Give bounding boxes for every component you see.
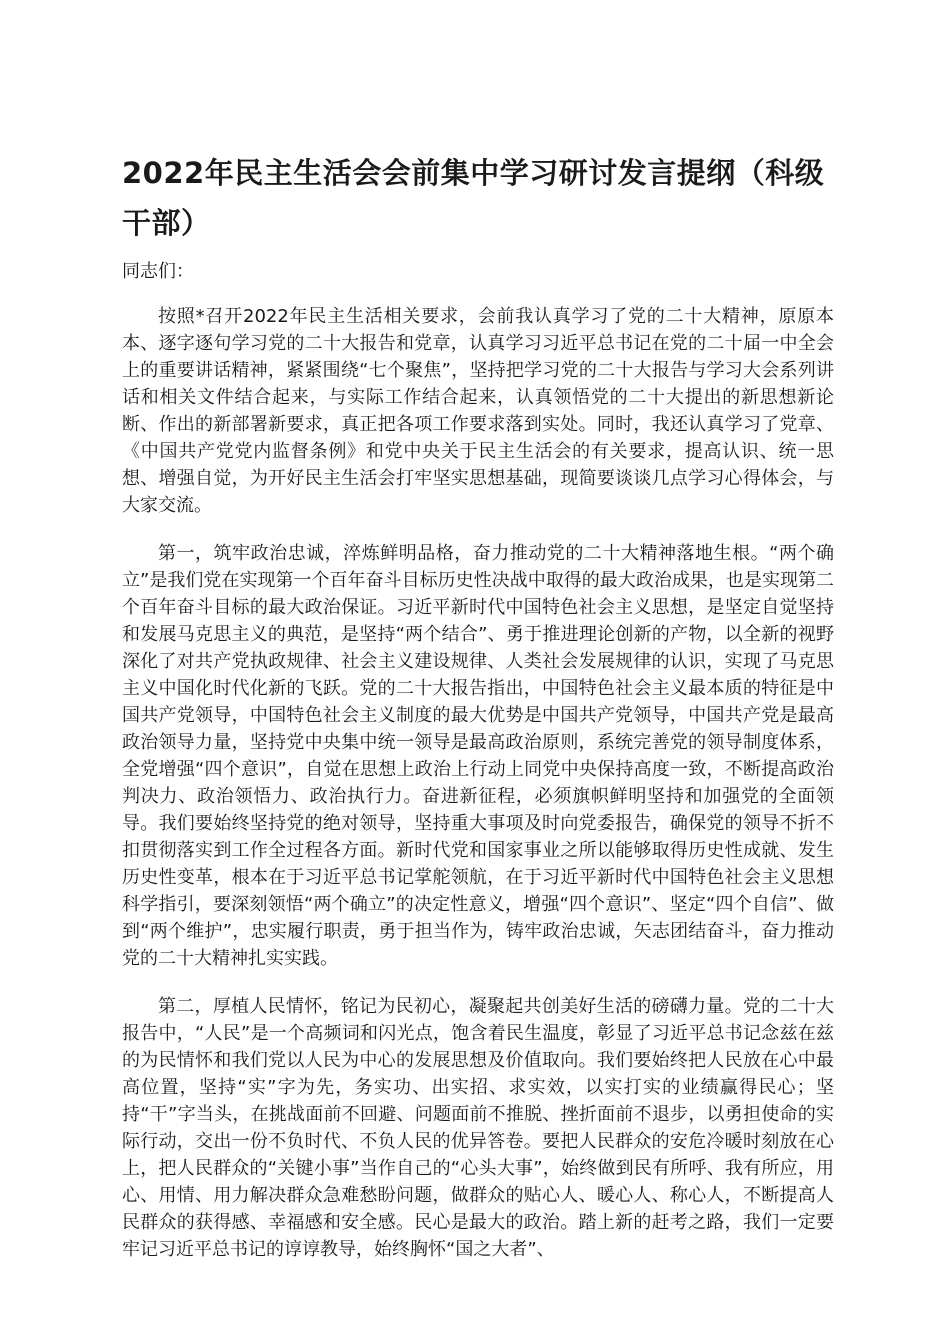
paragraph-intro: 按照*召开2022年民主生活相关要求，会前我认真学习了党的二十大精神，原原本本、逐字逐句学习党的二十大报告和党章，认真学习习近平总书记在党的二十届一中全会上的重要讲话精神，紧紧围绕“七个聚焦”，坚持把学习党的二十大报告与学习大会系列讲话和相关文件结合起来，与实际工作结合起来，认真领悟党的二十大提出的新思想新论断、作出的新部署新要求，真正把各项工作要求落到实处。同时，我还认真学习了党章、《中国共产党党内监督条例》和党中央关于民主生活会的有关要求，提高认识、统一思想、增强自觉，为开好民主生活会打牢坚实思想基础，现简要谈谈几点学习心得体会，与大家交流。 <box>122 306 834 516</box>
document-title: 2022年民主生活会会前集中学习研讨发言提纲（科级干部） <box>122 156 825 240</box>
document-body <box>122 148 834 1284</box>
paragraph-second-point: 第二，厚植人民情怀，铭记为民初心，凝聚起共创美好生活的磅礴力量。党的二十大报告中，“人民”是一个高频词和闪光点，饱含着民生温度，彰显了习近平总书记念兹在兹的为民情怀和我们党以人民为中心的发展思想及价值取向。我们要始终把人民放在心中最高位置，坚持“实”字为先，务实功、出实招、求实效，以实打实的业绩赢得民心；坚持“干”字当头，在挑战面前不回避、问题面前不推脱、挫折面前不退步，以勇担使命的实际行动，交出一份不负时代、不负人民的优异答卷。要把人民群众的安危冷暖时刻放在心上，把人民群众的“关键小事”当作自己的“心头大事”，始终做到民有所呼、我有所应，用心、用情、用力解决群众急难愁盼问题，做群众的贴心人、暖心人、称心人，不断提高人民群众的获得感、幸福感和安全感。民心是最大的政治。踏上新的赶考之路，我们一定要牢记习近平总书记的谆谆教导，始终胸怀“国之大者”、 <box>122 996 834 1260</box>
paragraph-first-point: 第一，筑牢政治忠诚，淬炼鲜明品格，奋力推动党的二十大精神落地生根。“两个确立”是我们党在实现第一个百年奋斗目标历史性决战中取得的最大政治成果，也是实现第二个百年奋斗目标的最大政治保证。习近平新时代中国特色社会主义思想，是坚定自觉坚持和发展马克思主义的典范，是坚持“两个结合”、勇于推进理论创新的产物，以全新的视野深化了对共产党执政规律、社会主义建设规律、人类社会发展规律的认识，实现了马克思主义中国化时代化新的飞跃。党的二十大报告指出，中国特色社会主义最本质的特征是中国共产党领导，中国特色社会主义制度的最大优势是中国共产党领导，中国共产党是最高政治领导力量，坚持党中央集中统一领导是最高政治原则，系统完善党的领导制度体系，全党增强“四个意识”，自觉在思想上政治上行动上同党中央保持高度一致，不断提高政治判决力、政治领悟力、政治执行力。奋进新征程，必须旗帜鲜明坚持和加强党的全面领导。我们要始终坚持党的绝对领导，坚持重大事项及时向党委报告，确保党的领导不折不扣贯彻落实到工作全过程各方面。新时代党和国家事业之所以能够取得历史性成就、发生历史性变革，根本在于习近平总书记掌舵领航，在于习近平新时代中国特色社会主义思想科学指引，要深刻领悟“两个确立”的决定性意义，增强“四个意识”、坚定“四个自信”、做到“两个维护”，忠实履行职责，勇于担当作为，铸牢政治忠诚，矢志团结奋斗，奋力推动党的二十大精神扎实实践。 <box>122 543 834 969</box>
salutation: 同志们： <box>122 261 194 282</box>
